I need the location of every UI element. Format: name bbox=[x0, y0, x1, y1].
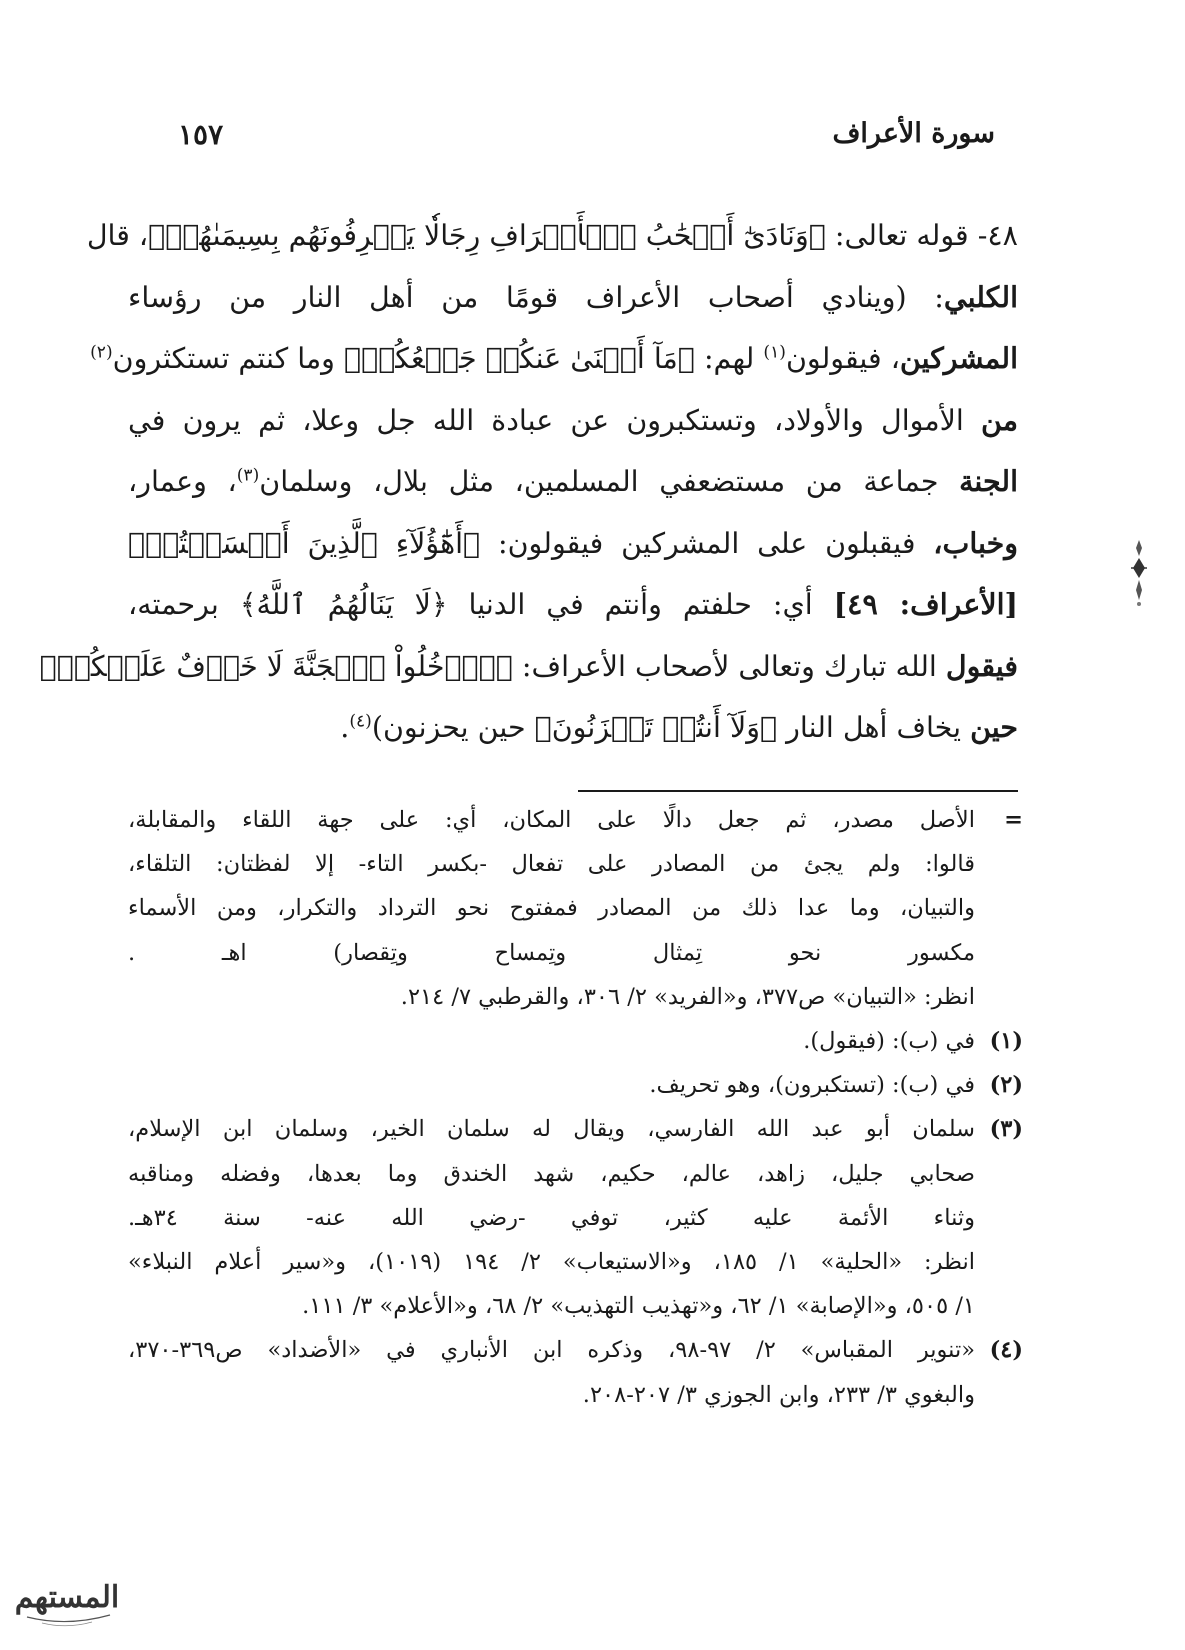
text-run: فيقبلون على المشركين فيقولون: bbox=[480, 526, 934, 560]
text-run: وما كنتم تستكثرون bbox=[112, 342, 344, 375]
footnote-line: والتبيان، وما عدا ذلك من المصادر فمفتوح نحو الترداد والتكرار، ومن الأسماء bbox=[128, 895, 975, 922]
footnote-line: انظر: «الحلية» ١/ ١٨٥، و«الاستيعاب» ٢/ ١٩٤ (١٠١٩)، و«سير أعلام النبلاء» bbox=[128, 1249, 976, 1276]
main-text-block bbox=[39, 205, 1019, 759]
text-run: فيقول bbox=[945, 648, 1018, 683]
footnote-line: سلمان أبو عبد الله الفارسي، ويقال له سلمان الخير، وسلمان ابن الإسلام، bbox=[128, 1116, 975, 1143]
footnote-marker: (٤) bbox=[989, 1337, 1023, 1364]
text-run: برحمته، bbox=[128, 588, 240, 621]
footnote-line: ١/ ٥٠٥، و«الإصابة» ١/ ٦٢، و«تهذيب التهذيب» ٢/ ٦٨، و«الأعلام» ٣/ ١١١. bbox=[302, 1293, 975, 1320]
text-run: أي: حلفتم وأنتم في الدنيا bbox=[447, 588, 834, 621]
quran-quote: ﴿ٱدۡخُلُواْ ٱلۡجَنَّةَ لَا خَوۡفٌ عَلَيۡكُمۡ﴾ bbox=[39, 649, 513, 683]
quran-quote: ﴿وَنَادَىٰٓ أَصۡحَٰبُ ٱلۡأَعۡرَافِ رِجَالٗا يَعۡرِفُونَهُم بِسِيمَىٰهُمۡ﴾ bbox=[148, 219, 826, 252]
text-line bbox=[90, 328, 1018, 390]
text-run: الأموال والأولاد، وتستكبرون عن عبادة الله جل وعلا، ثم يرون في bbox=[128, 403, 982, 437]
text-line bbox=[128, 513, 1018, 575]
text-run: وخباب، bbox=[933, 525, 1018, 560]
text-run: الجنة bbox=[959, 464, 1018, 498]
footnote bbox=[128, 1107, 1023, 1328]
text-line bbox=[128, 574, 1018, 636]
footnote bbox=[128, 1063, 1023, 1107]
quran-quote: ﴿مَآ أَغۡنَىٰ عَنكُمۡ جَمۡعُكُمۡ﴾ bbox=[344, 342, 695, 375]
text-run: حين bbox=[970, 710, 1018, 744]
surah-title: سورة الأعراف bbox=[832, 118, 995, 149]
footnote-line: وثناء الأئمة عليه كثير، توفي -رضي الله عنه- سنة ٣٤هـ. bbox=[128, 1204, 975, 1231]
footnote-ref: (٤) bbox=[349, 711, 372, 732]
footnote-line: في (ب): (تستكبرون)، وهو تحريف. bbox=[649, 1072, 975, 1099]
text-line bbox=[39, 636, 1018, 698]
footnote-line: «تنوير المقباس» ٢/ ٩٧-٩٨، وذكره ابن الأنباري في «الأضداد» ص٣٦٩-٣٧٠، bbox=[128, 1337, 975, 1364]
text-run: الله تبارك وتعالى لأصحاب الأعراف: bbox=[512, 649, 946, 683]
calligraphy-logo-icon bbox=[12, 1565, 122, 1635]
footnote-line: قالوا: ولم يجئ من المصادر على تفعال -بكسر التاء- إلا لفظتان: التلقاء، bbox=[128, 851, 975, 878]
footnote-divider bbox=[578, 790, 1018, 792]
page-number: ١٥٧ bbox=[178, 118, 224, 151]
text-run: : (وينادي أصحاب الأعراف قومًا من أهل النار من رؤساء bbox=[128, 280, 944, 314]
text-run: جماعة من مستضعفي المسلمين، مثل بلال، وسلمان bbox=[259, 465, 960, 498]
text-line bbox=[128, 267, 1018, 329]
text-run: لهم: bbox=[694, 342, 764, 375]
footnote-ref: (٣) bbox=[236, 465, 260, 486]
footnote-line: في (ب): (فيقول). bbox=[803, 1028, 975, 1055]
footnote-marker: (٢) bbox=[989, 1072, 1023, 1099]
footnote-ref: (١) bbox=[763, 342, 786, 363]
footnote-line: صحابي جليل، زاهد، عالم، حكيم، شهد الخندق وما بعدها، وفضله ومناقبه bbox=[128, 1160, 975, 1187]
text-run: . bbox=[340, 711, 350, 744]
text-run: ، وعمار، bbox=[128, 465, 237, 498]
text-run: ، قال bbox=[86, 219, 149, 252]
quran-quote: ﴿أَهَٰٓؤُلَآءِ ٱلَّذِينَ أَقۡسَمۡتُمۡ﴾ bbox=[128, 526, 481, 560]
quran-quote: ﴿لَا يَنَالُهُمُ ٱللَّهُ﴾ bbox=[239, 588, 448, 621]
footnote-marker: (٣) bbox=[989, 1116, 1023, 1143]
text-line bbox=[128, 451, 1018, 513]
text-run: ٤٨- قوله تعالى: bbox=[825, 219, 1018, 252]
text-run: الكلبي bbox=[943, 279, 1018, 314]
footnote bbox=[128, 1328, 1023, 1416]
footnote-marker: = bbox=[1004, 807, 1023, 833]
footnote-line: مكسور نحو تِمثال وتِمساح وتِقصار) اهـ . bbox=[128, 939, 975, 966]
footnote-marker: (١) bbox=[989, 1028, 1023, 1055]
footnote bbox=[128, 798, 1023, 1019]
footnote-ref: (٢) bbox=[90, 342, 113, 363]
logo-text: المستهم bbox=[14, 1580, 120, 1615]
ornament-icon bbox=[1128, 538, 1150, 608]
text-run: المشركين bbox=[899, 341, 1018, 375]
footnotes-block bbox=[128, 798, 1023, 1417]
text-run: حين يحزنون) bbox=[371, 711, 535, 744]
text-line bbox=[86, 205, 1018, 267]
footnote-line: الأصل مصدر، ثم جعل دالًا على المكان، أي: على جهة اللقاء والمقابلة، bbox=[128, 807, 975, 833]
text-run: من bbox=[981, 402, 1018, 437]
text-line bbox=[128, 697, 1018, 759]
text-line bbox=[128, 390, 1018, 452]
footnote-line: والبغوي ٣/ ٢٣٣، وابن الجوزي ٣/ ٢٠٧-٢٠٨. bbox=[582, 1381, 975, 1408]
footnote-line: انظر: «التبيان» ص٣٧٧، و«الفريد» ٢/ ٣٠٦، والقرطبي ٧/ ٢١٤. bbox=[400, 983, 975, 1010]
text-run: ، فيقولون bbox=[785, 342, 900, 375]
quran-quote: ﴿وَلَآ أَنتُمۡ تَحۡزَنُونَ﴾ bbox=[534, 711, 778, 744]
text-run: يخاف أهل النار bbox=[777, 711, 971, 744]
footnote bbox=[128, 1019, 1023, 1063]
text-run: [الأعراف: ٤٩] bbox=[833, 587, 1019, 621]
